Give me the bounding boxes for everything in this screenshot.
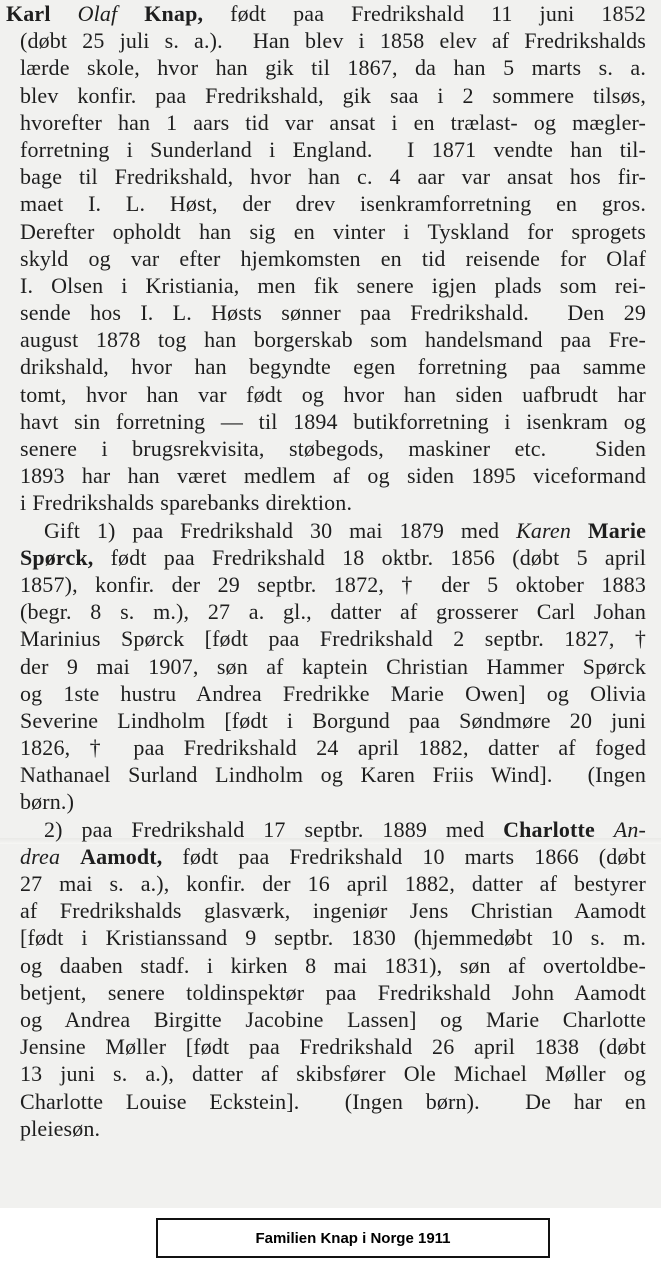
- text-run: og daaben stadf. i kirken 8 mai 1831), søn af overtoldbe-: [20, 952, 646, 978]
- text-line: [20, 435, 646, 462]
- text-line: [20, 979, 646, 1006]
- text-run: lærde skole, hvor han gik til 1867, da han 5 marts s. a.: [20, 55, 646, 81]
- text-run: pleiesøn.: [20, 1115, 101, 1141]
- text-line: [20, 489, 646, 516]
- text-line: [20, 952, 646, 979]
- text-line: [20, 82, 646, 109]
- text-line: [20, 1088, 646, 1115]
- text-line: [20, 27, 646, 54]
- caption-box: [156, 1218, 550, 1258]
- text-line: [20, 381, 646, 408]
- text-run: drea: [20, 843, 81, 869]
- text-run: Karen: [516, 517, 588, 543]
- text-run: Marie: [587, 517, 646, 543]
- text-run: blev konfir. paa Fredrikshald, gik saa i 2 sommere tilsøs,: [20, 82, 646, 108]
- text-line: [20, 870, 646, 897]
- text-run: maet I. L. Høst, der drev isenkramforretning en gros.: [20, 191, 646, 217]
- text-line: [20, 353, 646, 380]
- text-run: [født i Kristianssand 9 septbr. 1830 (hjemmedøbt 10 s. m.: [20, 925, 646, 951]
- text-run: senere i brugsrekvisita, støbegods, maskiner etc. Siden: [20, 436, 646, 461]
- text-run: drikshald, hvor han begyndte egen forretning paa samme: [20, 354, 646, 380]
- text-line: [20, 843, 646, 870]
- text-run: Gift 1) paa Fredrikshald 30 mai 1879 med: [44, 517, 517, 543]
- text-line: [20, 218, 646, 245]
- text-run: forretning i Sunderland i England. I 1871 vendte han til-: [20, 136, 646, 162]
- text-line: [20, 680, 646, 707]
- text-line: [20, 272, 646, 299]
- text-line: [20, 1033, 646, 1060]
- text-line: [20, 54, 646, 81]
- text-run: Marinius Spørck [født paa Fredrikshald 2 septbr. 1827, †: [20, 626, 646, 652]
- text-line: [20, 734, 646, 761]
- text-run: Jensine Møller [født paa Fredrikshald 26 april 1838 (døbt: [20, 1034, 646, 1060]
- text-line: [20, 653, 646, 680]
- text-line: [20, 625, 646, 652]
- biography-text: [6, 0, 646, 1142]
- text-run: af Fredrikshalds glasværk, ingeniør Jens Christian Aamodt: [20, 898, 646, 924]
- text-line: [20, 109, 646, 136]
- text-run: 1893 har han været medlem af og siden 1895 viceformand: [20, 463, 646, 489]
- text-line: [20, 571, 646, 598]
- text-run: født paa Fredrikshald 18 oktbr. 1856 (døbt 5 april: [93, 544, 646, 570]
- text-run: betjent, senere toldinspektør paa Fredrikshald John Aamodt: [20, 979, 646, 1005]
- text-run: august 1878 tog han borgerskab som handelsmand paa Fre-: [20, 327, 646, 353]
- text-run: 2) paa Fredrikshald 17 septbr. 1889 med: [44, 816, 504, 842]
- text-run: og 1ste hustru Andrea Fredrikke Marie Owen] og Olivia: [20, 680, 646, 706]
- text-line: [20, 326, 646, 353]
- text-run: Olaf: [77, 1, 145, 26]
- text-line: [20, 517, 646, 544]
- text-run: hvorefter han 1 aars tid var ansat i en trælast- og mægler-: [20, 109, 646, 135]
- text-line: [20, 245, 646, 272]
- text-run: Knap,: [144, 1, 204, 26]
- text-run: Karl: [6, 1, 78, 26]
- text-line: [20, 707, 646, 734]
- text-run: født paa Fredrikshald 11 juni 1852: [203, 1, 646, 26]
- text-line: [20, 598, 646, 625]
- text-line: [20, 761, 646, 788]
- text-run: sende hos I. L. Høsts sønner paa Fredrikshald. Den 29: [20, 300, 646, 326]
- paragraph: [20, 816, 646, 1142]
- text-run: skyld og var efter hjemkomsten en tid reisende for Olaf: [20, 245, 646, 271]
- text-run: der 9 mai 1907, søn af kaptein Christian Hammer Spørck: [20, 653, 646, 679]
- text-run: Severine Lindholm [født i Borgund paa Søndmøre 20 juni: [20, 707, 646, 733]
- text-line: [20, 1115, 646, 1142]
- text-run: og Andrea Birgitte Jacobine Lassen] og Marie Charlotte: [20, 1006, 646, 1032]
- text-line: [20, 816, 646, 843]
- text-line: [20, 163, 646, 190]
- text-run: havt sin forretning — til 1894 butikforretning i isenkram og: [20, 408, 646, 434]
- text-run: født paa Fredrikshald 10 marts 1866 (døbt: [162, 843, 646, 869]
- text-line: [20, 1006, 646, 1033]
- text-line: [20, 462, 646, 489]
- text-run: Derefter opholdt han sig en vinter i Tyskland for sprogets: [20, 218, 646, 244]
- text-run: 13 juni s. a.), datter af skibsfører Ole Michael Møller og: [20, 1061, 646, 1087]
- text-line: [20, 924, 646, 951]
- text-line: [20, 788, 646, 815]
- text-line: [20, 190, 646, 217]
- text-run: Aamodt,: [80, 843, 163, 869]
- text-run: I. Olsen i Kristiania, men fik senere igjen plads som rei-: [20, 272, 646, 298]
- text-run: bage til Fredrikshald, hvor han c. 4 aar var ansat hos fir-: [20, 164, 646, 190]
- text-run: An-: [613, 816, 646, 842]
- text-line: [20, 299, 646, 326]
- text-run: Spørck,: [20, 544, 94, 570]
- text-run: (døbt 25 juli s. a.). Han blev i 1858 elev af Fredrikshalds: [20, 28, 646, 54]
- text-line: [20, 544, 646, 571]
- text-run: Charlotte: [503, 816, 614, 842]
- text-line: [6, 0, 646, 27]
- text-run: 27 mai s. a.), konfir. der 16 april 1882, datter af bestyrer: [20, 871, 646, 896]
- text-line: [20, 1060, 646, 1087]
- text-run: tomt, hvor han var født og hvor han siden uafbrudt har: [20, 381, 646, 407]
- text-line: [20, 136, 646, 163]
- text-line: [20, 408, 646, 435]
- text-run: Nathanael Surland Lindholm og Karen Friis Wind]. (Ingen: [20, 762, 646, 788]
- paragraph: [20, 517, 646, 816]
- paragraph: [6, 0, 646, 517]
- text-run: (begr. 8 s. m.), 27 a. gl., datter af grosserer Carl Johan: [20, 599, 646, 625]
- text-run: 1826, † paa Fredrikshald 24 april 1882, datter af foged: [20, 735, 646, 761]
- text-run: i Fredrikshalds sparebanks direktion.: [20, 490, 353, 516]
- caption-label: Familien Knap i Norge 1911: [255, 1229, 451, 1247]
- text-line: [20, 897, 646, 924]
- text-run: Charlotte Louise Eckstein]. (Ingen børn). De har en: [20, 1088, 646, 1114]
- text-run: børn.): [20, 789, 75, 815]
- text-run: 1857), konfir. der 29 septbr. 1872, † der 5 oktober 1883: [20, 571, 646, 597]
